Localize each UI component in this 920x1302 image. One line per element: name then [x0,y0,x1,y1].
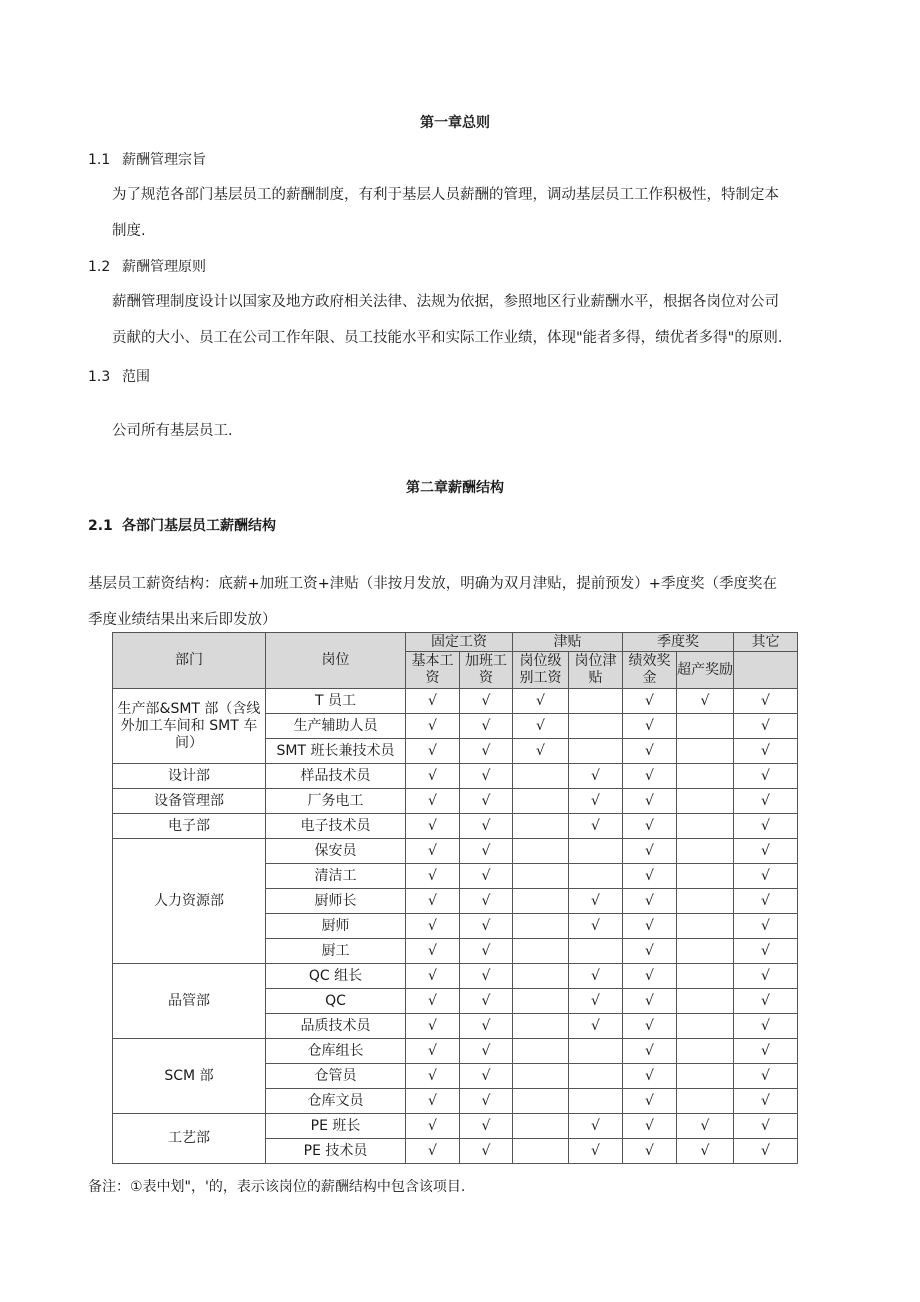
check-cell: √ [460,814,513,839]
check-cell: √ [406,839,460,864]
check-cell: √ [623,1139,677,1164]
position-cell: 厨师长 [266,889,406,914]
check-cell [513,1014,569,1039]
paragraph-1-3: 公司所有基层员工. [112,423,233,439]
header-position: 岗位 [266,633,406,689]
dept-cell: 设备管理部 [113,789,266,814]
check-cell [569,864,623,889]
position-cell: 样品技术员 [266,764,406,789]
check-cell: √ [406,1114,460,1139]
check-cell: √ [623,889,677,914]
check-cell: √ [677,1114,734,1139]
check-cell [677,1064,734,1089]
table-row [113,964,798,989]
check-cell: √ [460,789,513,814]
check-cell [513,1139,569,1164]
check-cell: √ [569,814,623,839]
position-cell: 厂务电工 [266,789,406,814]
check-cell: √ [406,889,460,914]
check-cell: √ [623,1114,677,1139]
section-1-3-heading [88,366,150,386]
check-cell: √ [406,989,460,1014]
check-cell: √ [569,1014,623,1039]
check-cell: √ [734,914,798,939]
position-cell: 清洁工 [266,864,406,889]
check-cell: √ [406,1039,460,1064]
check-cell [677,1014,734,1039]
section-2-1-heading [88,515,276,535]
check-cell: √ [460,689,513,714]
table-body [113,689,798,1164]
check-cell [677,814,734,839]
check-cell [677,789,734,814]
section-title: 范围 [122,369,150,385]
check-cell: √ [734,789,798,814]
check-cell: √ [623,914,677,939]
check-cell [677,939,734,964]
check-cell [513,814,569,839]
check-cell: √ [460,839,513,864]
check-cell [677,964,734,989]
position-cell: QC [266,989,406,1014]
check-cell [513,1089,569,1114]
check-cell: √ [460,914,513,939]
position-cell: 电子技术员 [266,814,406,839]
position-cell: PE 班长 [266,1114,406,1139]
check-cell: √ [406,714,460,739]
check-cell [677,839,734,864]
check-cell: √ [569,764,623,789]
dept-cell: 人力资源部 [113,839,266,964]
section-title: 薪酬管理宗旨 [122,152,206,168]
check-cell: √ [623,864,677,889]
section-number: 2.1 [88,518,113,534]
check-cell: √ [460,1114,513,1139]
dept-cell: 生产部&SMT 部（含线外加工车间和 SMT 车间） [113,689,266,764]
section-number: 1.3 [88,369,111,385]
intro-line-2: 季度业绩结果出来后即发放） [88,612,277,628]
check-cell: √ [623,714,677,739]
check-cell [513,1039,569,1064]
dept-cell: 设计部 [113,764,266,789]
paragraph-1-1-line-2: 制度. [112,223,146,239]
check-cell [569,939,623,964]
position-cell: 品质技术员 [266,1014,406,1039]
check-cell: √ [513,689,569,714]
position-cell: 仓库文员 [266,1089,406,1114]
table-row [113,689,798,714]
check-cell: √ [460,1064,513,1089]
table-row [113,764,798,789]
check-cell: √ [734,864,798,889]
section-title: 各部门基层员工薪酬结构 [122,518,276,534]
check-cell: √ [623,1064,677,1089]
position-cell: QC 组长 [266,964,406,989]
header-base-salary: 基本工资 [406,652,460,689]
header-level-salary: 岗位级别工资 [513,652,569,689]
check-cell: √ [734,1039,798,1064]
check-cell [569,714,623,739]
check-cell: √ [460,964,513,989]
check-cell: √ [569,789,623,814]
check-cell: √ [569,889,623,914]
check-cell: √ [460,1089,513,1114]
position-cell: T 员工 [266,689,406,714]
check-cell: √ [734,1089,798,1114]
check-cell: √ [569,914,623,939]
check-cell [569,1039,623,1064]
check-cell: √ [460,889,513,914]
section-1-2-heading [88,256,206,276]
check-cell [513,914,569,939]
check-cell: √ [623,764,677,789]
position-cell: 仓库组长 [266,1039,406,1064]
check-cell [569,1064,623,1089]
header-allowance: 津贴 [513,633,623,652]
section-number: 1.1 [88,152,111,168]
dept-cell: 品管部 [113,964,266,1039]
check-cell [569,839,623,864]
check-cell: √ [677,1139,734,1164]
check-cell: √ [623,939,677,964]
check-cell: √ [734,1064,798,1089]
check-cell: √ [677,689,734,714]
check-cell: √ [406,739,460,764]
check-cell: √ [406,964,460,989]
header-fixed-salary: 固定工资 [406,633,513,652]
check-cell: √ [623,1039,677,1064]
check-cell: √ [513,714,569,739]
check-cell: √ [623,989,677,1014]
header-row-groups [113,633,798,652]
check-cell [513,889,569,914]
position-cell: 厨师 [266,914,406,939]
check-cell: √ [460,989,513,1014]
check-cell [677,764,734,789]
chapter-1-title: 第一章总则 [420,115,490,131]
paragraph-1-1-line-1: 为了规范各部门基层员工的薪酬制度，有利于基层人员薪酬的管理，调动基层员工工作积极性，特制定本 [112,187,779,203]
check-cell: √ [623,964,677,989]
header-post-allowance: 岗位津贴 [569,652,623,689]
dept-cell: 工艺部 [113,1114,266,1164]
check-cell: √ [513,739,569,764]
check-cell [513,989,569,1014]
check-cell [513,1114,569,1139]
check-cell [677,714,734,739]
check-cell [513,764,569,789]
check-cell [677,864,734,889]
table-row [113,789,798,814]
check-cell: √ [406,689,460,714]
check-cell: √ [734,889,798,914]
check-cell: √ [460,764,513,789]
check-cell [513,789,569,814]
paragraph-1-2-line-1: 薪酬管理制度设计以国家及地方政府相关法律、法规为依据，参照地区行业薪酬水平，根据各岗位对公司 [112,294,779,310]
table-note: 备注：①表中划"，'的，表示该岗位的薪酬结构中包含该项目. [88,1179,466,1195]
chapter-2-title: 第二章薪酬结构 [406,480,504,496]
position-cell: PE 技术员 [266,1139,406,1164]
dept-cell: SCM 部 [113,1039,266,1114]
check-cell: √ [734,739,798,764]
table-row [113,1114,798,1139]
table-row [113,814,798,839]
check-cell: √ [460,864,513,889]
paragraph-1-2-line-2: 贡献的大小、员工在公司工作年限、员工技能水平和实际工作业绩，体现"能者多得，绩优者多得"的原则. [112,330,783,346]
check-cell: √ [734,714,798,739]
salary-structure-table [112,632,798,1164]
check-cell: √ [460,1139,513,1164]
check-cell: √ [623,839,677,864]
check-cell: √ [460,1014,513,1039]
position-cell: 仓管员 [266,1064,406,1089]
check-cell: √ [734,689,798,714]
check-cell: √ [406,914,460,939]
section-1-1-heading [88,149,206,169]
check-cell: √ [406,814,460,839]
check-cell: √ [406,1139,460,1164]
check-cell: √ [460,939,513,964]
header-other-blank [734,652,798,689]
position-cell: SMT 班长兼技术员 [266,739,406,764]
check-cell: √ [569,1114,623,1139]
check-cell [677,889,734,914]
check-cell: √ [460,739,513,764]
check-cell: √ [734,939,798,964]
check-cell: √ [460,1039,513,1064]
check-cell: √ [460,714,513,739]
check-cell: √ [623,1089,677,1114]
intro-line-1: 基层员工薪资结构：底薪+加班工资+津贴（非按月发放，明确为双月津贴，提前预发）+季度奖（季度奖在 [88,576,777,592]
check-cell [513,1064,569,1089]
check-cell [677,739,734,764]
check-cell: √ [734,764,798,789]
check-cell: √ [406,1064,460,1089]
position-cell: 厨工 [266,939,406,964]
check-cell: √ [623,1014,677,1039]
check-cell: √ [623,739,677,764]
check-cell [569,739,623,764]
check-cell [677,1089,734,1114]
dept-cell: 电子部 [113,814,266,839]
check-cell [677,989,734,1014]
section-title: 薪酬管理原则 [122,259,206,275]
position-cell: 保安员 [266,839,406,864]
header-other: 其它 [734,633,798,652]
check-cell [513,864,569,889]
check-cell: √ [734,1114,798,1139]
check-cell: √ [734,1014,798,1039]
check-cell [513,839,569,864]
check-cell [569,1089,623,1114]
header-excess-reward: 超产奖励 [677,652,734,689]
check-cell: √ [623,814,677,839]
check-cell [677,1039,734,1064]
check-cell: √ [734,1139,798,1164]
check-cell: √ [734,839,798,864]
header-quarterly-bonus: 季度奖 [623,633,734,652]
check-cell [513,939,569,964]
check-cell: √ [406,764,460,789]
table-row [113,1039,798,1064]
check-cell: √ [734,964,798,989]
check-cell: √ [406,939,460,964]
section-number: 1.2 [88,259,111,275]
header-performance-bonus: 绩效奖金 [623,652,677,689]
check-cell: √ [623,789,677,814]
check-cell: √ [734,989,798,1014]
check-cell: √ [623,689,677,714]
check-cell: √ [406,1089,460,1114]
check-cell: √ [569,989,623,1014]
header-dept: 部门 [113,633,266,689]
check-cell: √ [406,1014,460,1039]
check-cell [677,914,734,939]
check-cell: √ [569,964,623,989]
position-cell: 生产辅助人员 [266,714,406,739]
check-cell [569,689,623,714]
check-cell: √ [569,1139,623,1164]
header-overtime-pay: 加班工资 [460,652,513,689]
check-cell [513,964,569,989]
check-cell: √ [406,864,460,889]
table-row [113,839,798,864]
check-cell: √ [734,814,798,839]
check-cell: √ [406,789,460,814]
